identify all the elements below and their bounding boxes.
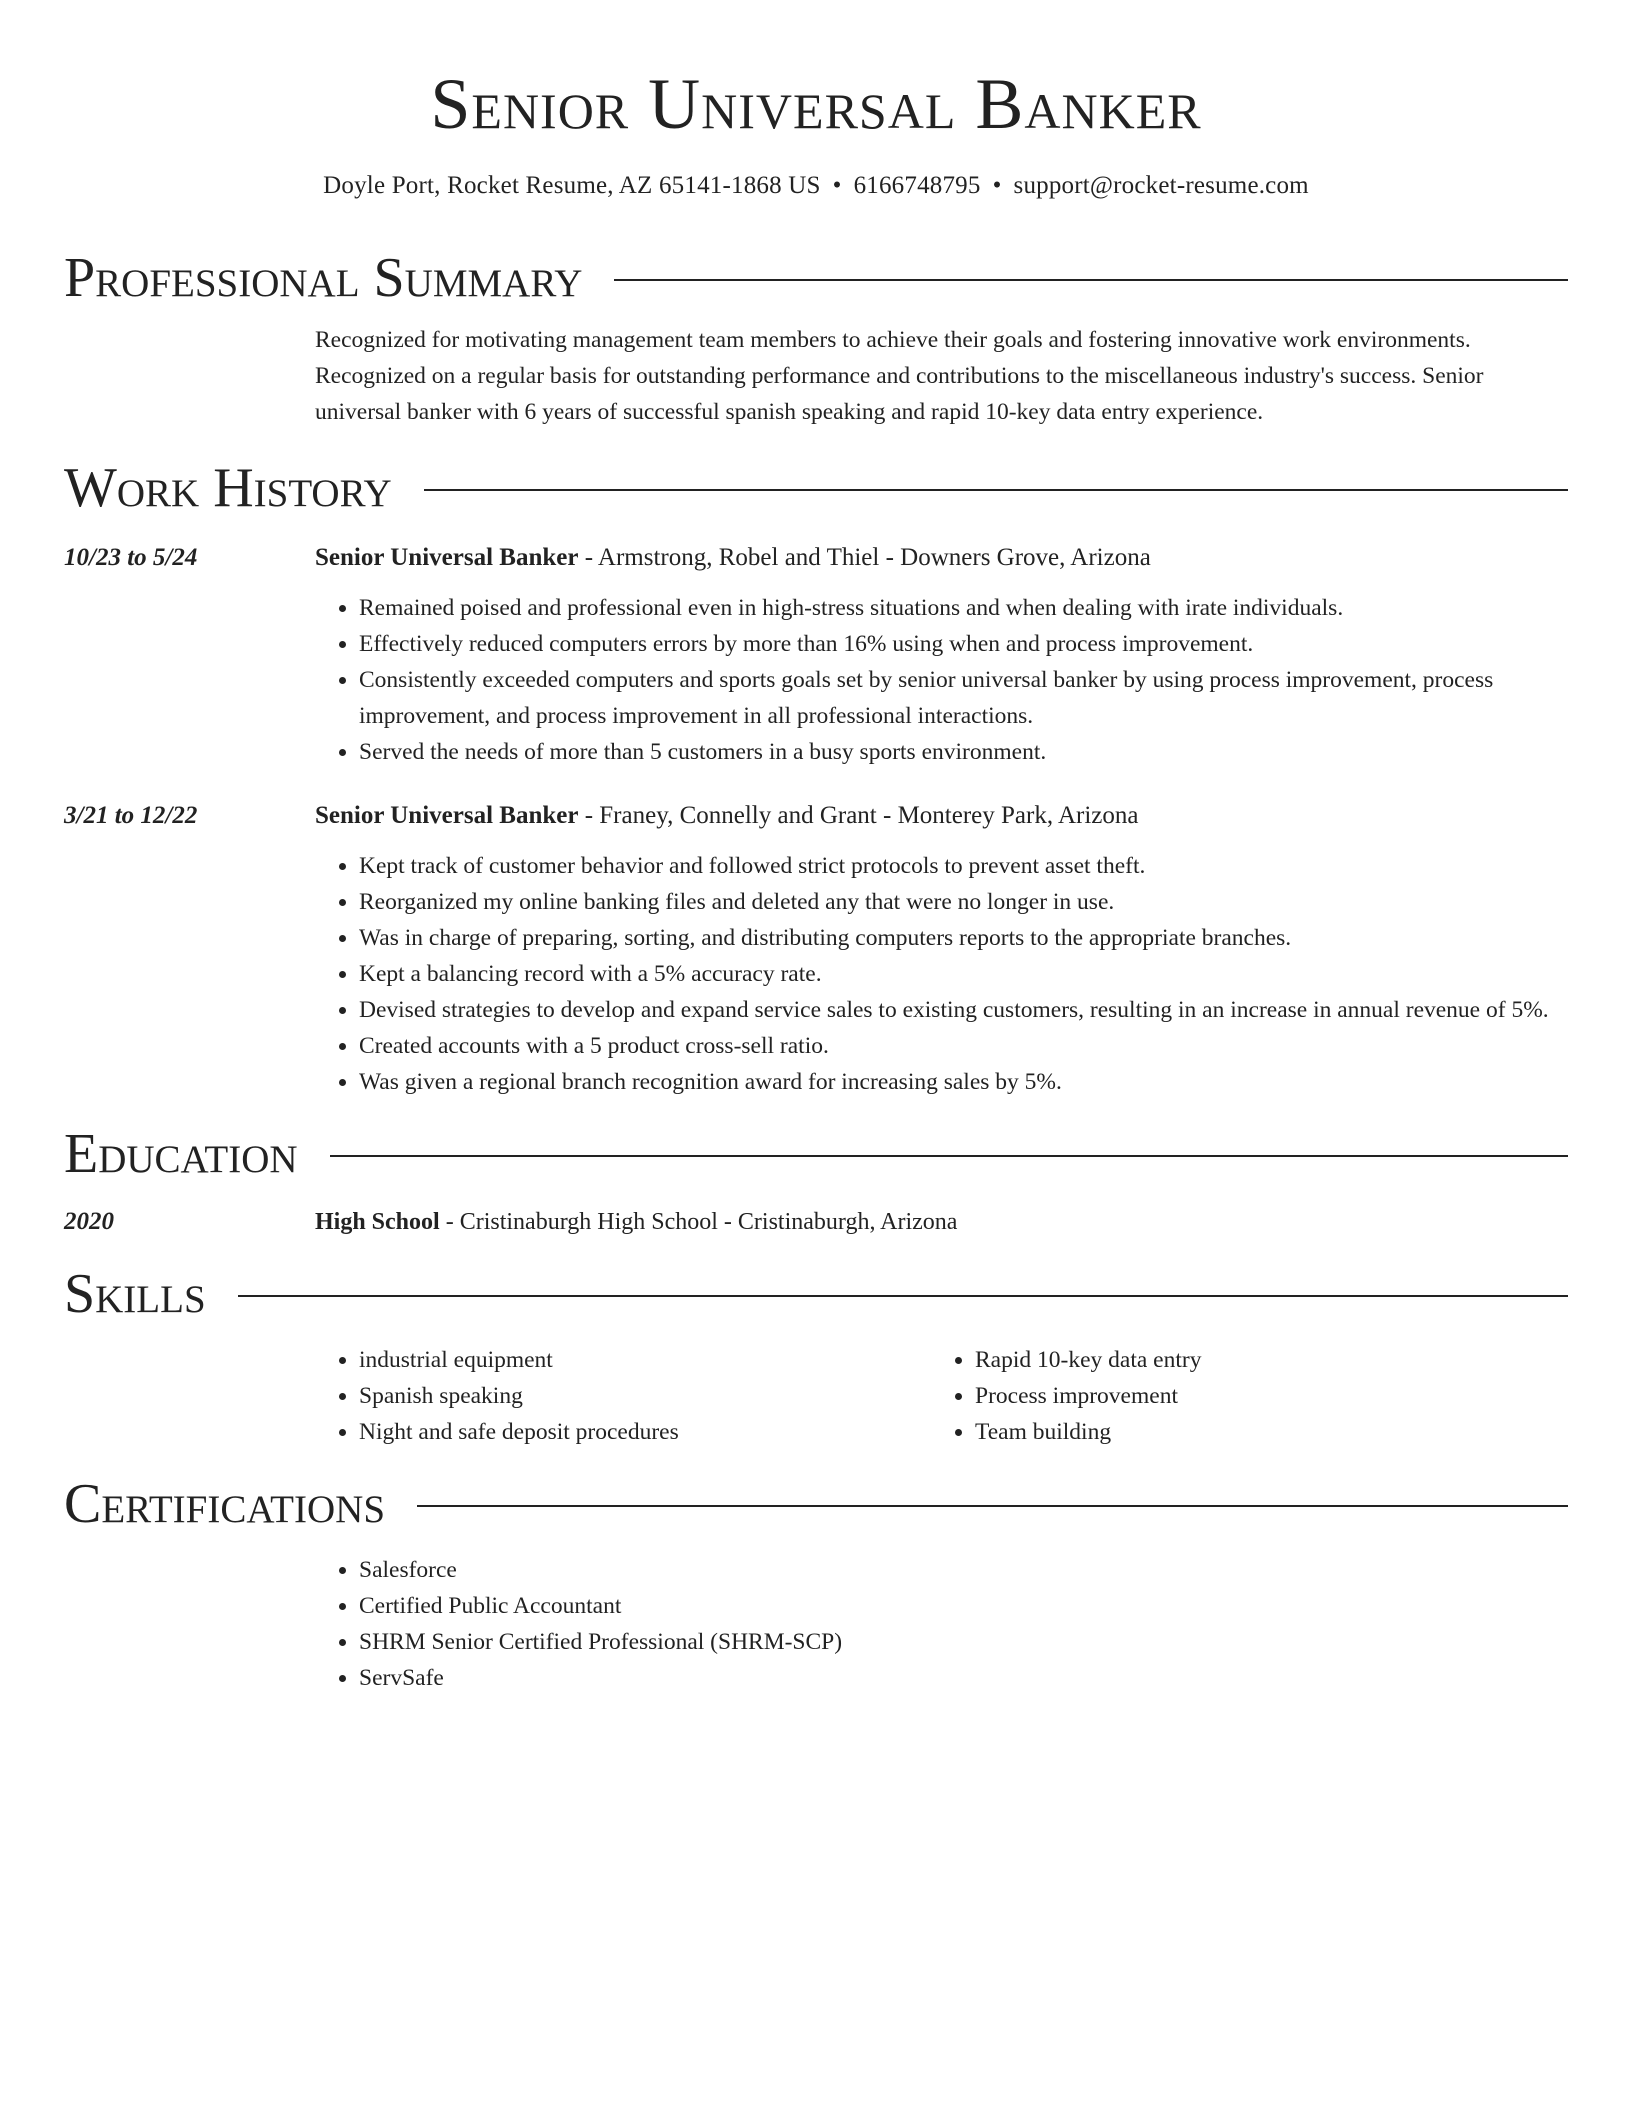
job-dates: 3/21 to 12/22 bbox=[64, 802, 198, 829]
job-bullets bbox=[315, 590, 1568, 770]
resume-name: Senior Universal Banker bbox=[430, 64, 1202, 144]
job-title: Senior Universal Banker bbox=[315, 802, 579, 829]
contact-email: support@rocket-resume.com bbox=[1013, 172, 1309, 199]
education-year: 2020 bbox=[64, 1208, 114, 1235]
job-bullet: • Kept track of customer behavior and followed strict protocols to prevent asset theft. bbox=[359, 848, 1568, 884]
education-heading: Education bbox=[64, 1123, 298, 1185]
job-dates: 10/23 to 5/24 bbox=[64, 544, 198, 571]
certifications-spacer bbox=[64, 1552, 315, 1696]
job-title-line bbox=[315, 540, 1568, 576]
skill-item: • Spanish speaking bbox=[359, 1378, 931, 1414]
job-bullet: • Kept a balancing record with a 5% accuracy rate. bbox=[359, 956, 1568, 992]
certification-item: • Salesforce bbox=[359, 1552, 1568, 1588]
skill-item: • Rapid 10-key data entry bbox=[975, 1342, 1547, 1378]
job-bullet: • Served the needs of more than 5 customers in a busy sports environment. bbox=[359, 734, 1568, 770]
certification-item: • Certified Public Accountant bbox=[359, 1588, 1568, 1624]
job-bullet: • Effectively reduced computers errors by more than 16% using when and process improvement. bbox=[359, 626, 1568, 662]
job-body bbox=[315, 798, 1568, 1100]
skills-spacer bbox=[64, 1342, 315, 1450]
job-bullet: • Was given a regional branch recognition award for increasing sales by 5%. bbox=[359, 1064, 1568, 1100]
job-entry bbox=[64, 798, 1568, 1100]
certifications-row bbox=[64, 1552, 1568, 1696]
education-body bbox=[315, 1204, 1568, 1240]
certification-item: • ServSafe bbox=[359, 1660, 1568, 1696]
job-bullet: • Created accounts with a 5 product cross-sell ratio. bbox=[359, 1028, 1568, 1064]
skill-item: • industrial equipment bbox=[359, 1342, 931, 1378]
contact-address: Doyle Port, Rocket Resume, AZ 65141-1868 US bbox=[323, 172, 821, 199]
skill-item: • Night and safe deposit procedures bbox=[359, 1414, 931, 1450]
education-degree: High School bbox=[315, 1209, 440, 1235]
summary-row bbox=[64, 322, 1568, 430]
work-section-heading bbox=[64, 456, 1568, 520]
job-bullet: • Reorganized my online banking files and deleted any that were no longer in use. bbox=[359, 884, 1568, 920]
education-details: - Cristinaburgh High School - Cristinaburgh, Arizona bbox=[439, 1209, 958, 1235]
skills-section-heading bbox=[64, 1262, 1568, 1326]
job-bullets bbox=[315, 848, 1568, 1100]
education-entry bbox=[64, 1204, 1568, 1240]
certifications-body bbox=[315, 1552, 1568, 1696]
contact-separator: • bbox=[832, 172, 842, 199]
section-divider bbox=[330, 1155, 1568, 1157]
job-bullet: • Remained poised and professional even in high-stress situations and when dealing with irate individuals. bbox=[359, 590, 1568, 626]
job-bullet: • Devised strategies to develop and expand service sales to existing customers, resulting in an increase in annual revenue of 5%. bbox=[359, 992, 1568, 1028]
certifications-section-heading bbox=[64, 1472, 1568, 1536]
section-divider bbox=[417, 1505, 1568, 1507]
work-heading: Work History bbox=[64, 457, 392, 519]
job-details: - Franey, Connelly and Grant - Monterey Park, Arizona bbox=[578, 802, 1139, 829]
contact-separator: • bbox=[992, 172, 1002, 199]
section-divider bbox=[424, 489, 1568, 491]
skills-row bbox=[64, 1342, 1568, 1450]
contact-line bbox=[64, 170, 1568, 202]
job-bullet: • Consistently exceeded computers and sports goals set by senior universal banker by using process improvement, process improvement, and process improvement in all professional interactions. bbox=[359, 662, 1568, 734]
job-entry bbox=[64, 540, 1568, 770]
summary-heading: Professional Summary bbox=[64, 247, 583, 309]
section-divider bbox=[238, 1295, 1568, 1297]
summary-spacer bbox=[64, 322, 315, 430]
job-details: - Armstrong, Robel and Thiel - Downers Grove, Arizona bbox=[578, 544, 1151, 571]
summary-section-heading bbox=[64, 246, 1568, 310]
resume-page bbox=[64, 0, 1568, 1696]
certifications-list bbox=[315, 1552, 1568, 1696]
education-section-heading bbox=[64, 1122, 1568, 1186]
skills-column-1 bbox=[315, 1342, 931, 1450]
certifications-heading: Certifications bbox=[64, 1473, 386, 1535]
skill-item: • Process improvement bbox=[975, 1378, 1547, 1414]
skill-item: • Team building bbox=[975, 1414, 1547, 1450]
skills-heading: Skills bbox=[64, 1263, 206, 1325]
skills-columns bbox=[315, 1342, 1568, 1450]
job-title-line bbox=[315, 798, 1568, 834]
skills-column-2 bbox=[931, 1342, 1547, 1450]
summary-text: Recognized for motivating management team members to achieve their goals and fostering innovative work environments. Recognized on a regular basis for outstanding performance and contributions to the miscellaneous industry's success. Senior universal banker with 6 years of successful spanish speaking and rapid 10-key data entry experience. bbox=[315, 327, 1484, 425]
certification-item: • SHRM Senior Certified Professional (SHRM-SCP) bbox=[359, 1624, 1568, 1660]
job-title: Senior Universal Banker bbox=[315, 544, 579, 571]
job-bullet: • Was in charge of preparing, sorting, and distributing computers reports to the appropriate branches. bbox=[359, 920, 1568, 956]
contact-phone: 6166748795 bbox=[853, 172, 981, 199]
job-body bbox=[315, 540, 1568, 770]
section-divider bbox=[614, 279, 1568, 281]
